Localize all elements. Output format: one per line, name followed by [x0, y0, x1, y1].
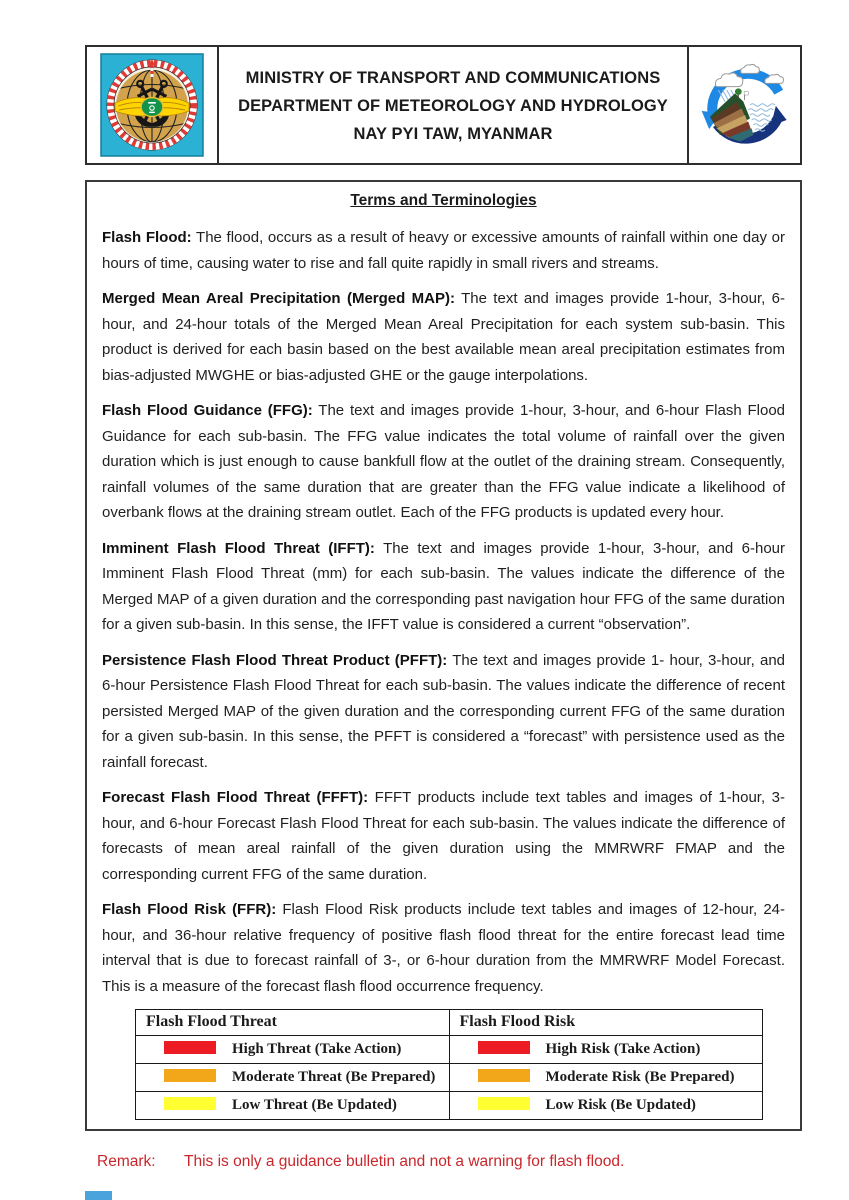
term-definition: The text and images provide 1- hour, 3-hour, and 6-hour Persistence Flash Flood Threat for each sub-basin. The values indicate the difference of recent persisted Merged MAP of the given duration and the corresponding current FFG of the same duration for a given sub-basin. In this sense, the PFFT is considered a “forecast” with persistence used as the rainfall forecast. — [102, 651, 786, 771]
low-risk-color-swatch — [478, 1097, 530, 1110]
low-risk-cell — [449, 1092, 763, 1120]
table-row — [136, 1036, 763, 1064]
legend-label: Low Threat (Be Updated) — [232, 1097, 397, 1113]
letterhead — [85, 45, 802, 165]
term-definition: The text and images provide 1-hour, 3-hour, and 6-hour Imminent Flash Flood Threat (mm) for each sub-basin. The values indicate the difference of the Merged MAP of a given duration and the corresponding past navigation hour FFG of the same duration for a given sub-basin. In this sense, the IFFT value is considered a current “observation”. — [102, 539, 786, 633]
table-header-row — [136, 1010, 763, 1036]
remark-line — [97, 1153, 802, 1171]
term-definition: The text and images provide 1-hour, 3-hour, 6-hour, and 24-hour totals of the Merged Mean Areal Precipitation for each system sub-basin. This product is derived for each basin based on the best available mean areal precipitation estimates from bias-adjusted MWGHE or bias-adjusted GHE or the gauge interpolations. — [102, 290, 785, 384]
paragraph-ffft — [102, 785, 785, 887]
term-definition: FFFT products include text tables and images of 1-hour, 3-hour, and 6-hour Forecast Flash Flood Threat for each sub-basin. The values indicate the difference of forecasts of mean areal rainfall of the given duration using the MMRWRF FMAP and the corresponding current FFG of the same duration. — [102, 789, 785, 883]
department-name: DEPARTMENT OF METEOROLOGY AND HYDROLOGY — [238, 96, 668, 115]
threat-risk-legend-table — [135, 1009, 763, 1120]
term-definition: Flash Flood Risk products include text tables and images of 12-hour, 24-hour, and 36-hour relative frequency of positive flash flood threat for the entire forecast lead time interval that is due to forecast rainfall of 3-, or 6-hour duration from the MMRWRF Model Forecast. This is a measure of the forecast flash flood occurrence frequency. — [102, 901, 786, 995]
next-page-edge — [85, 1191, 112, 1200]
page-title: Terms and Terminologies — [350, 192, 537, 209]
paragraph-ifft — [102, 536, 785, 638]
ministry-emblem-cell — [87, 47, 219, 163]
table-row — [136, 1064, 763, 1092]
moderate-threat-cell — [136, 1064, 450, 1092]
water-cycle-logo-icon — [695, 55, 795, 155]
legend-label: Low Risk (Be Updated) — [545, 1097, 696, 1113]
term-label: Flash Flood Guidance (FFG): — [102, 402, 313, 419]
remark-text: This is only a guidance bulletin and not a warning for flash flood. — [184, 1153, 625, 1170]
term-label: Persistence Flash Flood Threat Product (PFFT): — [102, 651, 448, 669]
terms-content-box — [85, 180, 802, 1131]
paragraph-pfft — [102, 648, 785, 776]
dmh-logo-cell — [687, 47, 800, 163]
moderate-threat-color-swatch — [164, 1069, 216, 1082]
paragraph-merged-map — [102, 286, 785, 388]
term-label: Imminent Flash Flood Threat (IFFT): — [102, 539, 375, 557]
paragraph-ffr — [102, 897, 785, 999]
high-risk-color-swatch — [478, 1041, 530, 1054]
term-label: Merged Mean Areal Precipitation (Merged MAP): — [102, 290, 455, 307]
risk-column-header: Flash Flood Risk — [449, 1010, 763, 1036]
high-threat-color-swatch — [164, 1041, 216, 1054]
threat-column-header: Flash Flood Threat — [136, 1010, 450, 1036]
letterhead-text — [219, 47, 687, 163]
remark-label: Remark: — [97, 1153, 156, 1170]
term-definition: The flood, occurs as a result of heavy or excessive amounts of rainfall within one day or hours of time, causing water to rise and fall quite rapidly in small rivers and streams. — [102, 229, 785, 272]
moderate-risk-cell — [449, 1064, 763, 1092]
term-definition: The text and images provide 1-hour, 3-hour, and 6-hour Flash Flood Guidance for each sub-basin. The FFG value indicates the total volume of rainfall over the given duration which is just enough to cause bankfull flow at the outlet of the draining stream. Consequently, rainfall volumes of the same duration that are greater than the FFG value indicate a likelihood of overbank flows at the draining stream outlet. Each of the FFG products is updated every hour. — [102, 402, 785, 521]
legend-label: Moderate Risk (Be Prepared) — [545, 1069, 735, 1085]
term-label: Flash Flood Risk (FFR): — [102, 901, 277, 918]
ministry-emblem-icon — [100, 53, 204, 157]
ministry-name: MINISTRY OF TRANSPORT AND COMMUNICATIONS — [245, 68, 661, 87]
term-label: Flash Flood: — [102, 229, 192, 246]
legend-label: High Threat (Take Action) — [232, 1041, 402, 1057]
paragraph-flash-flood — [102, 225, 785, 276]
moderate-risk-color-swatch — [478, 1069, 530, 1082]
paragraph-ffg — [102, 398, 785, 526]
legend-label: High Risk (Take Action) — [545, 1041, 701, 1057]
table-row — [136, 1092, 763, 1120]
low-threat-color-swatch — [164, 1097, 216, 1110]
legend-label: Moderate Threat (Be Prepared) — [232, 1069, 436, 1085]
location-name: NAY PYI TAW, MYANMAR — [353, 124, 553, 143]
low-threat-cell — [136, 1092, 450, 1120]
term-label: Forecast Flash Flood Threat (FFFT): — [102, 789, 369, 806]
high-risk-cell — [449, 1036, 763, 1064]
high-threat-cell — [136, 1036, 450, 1064]
